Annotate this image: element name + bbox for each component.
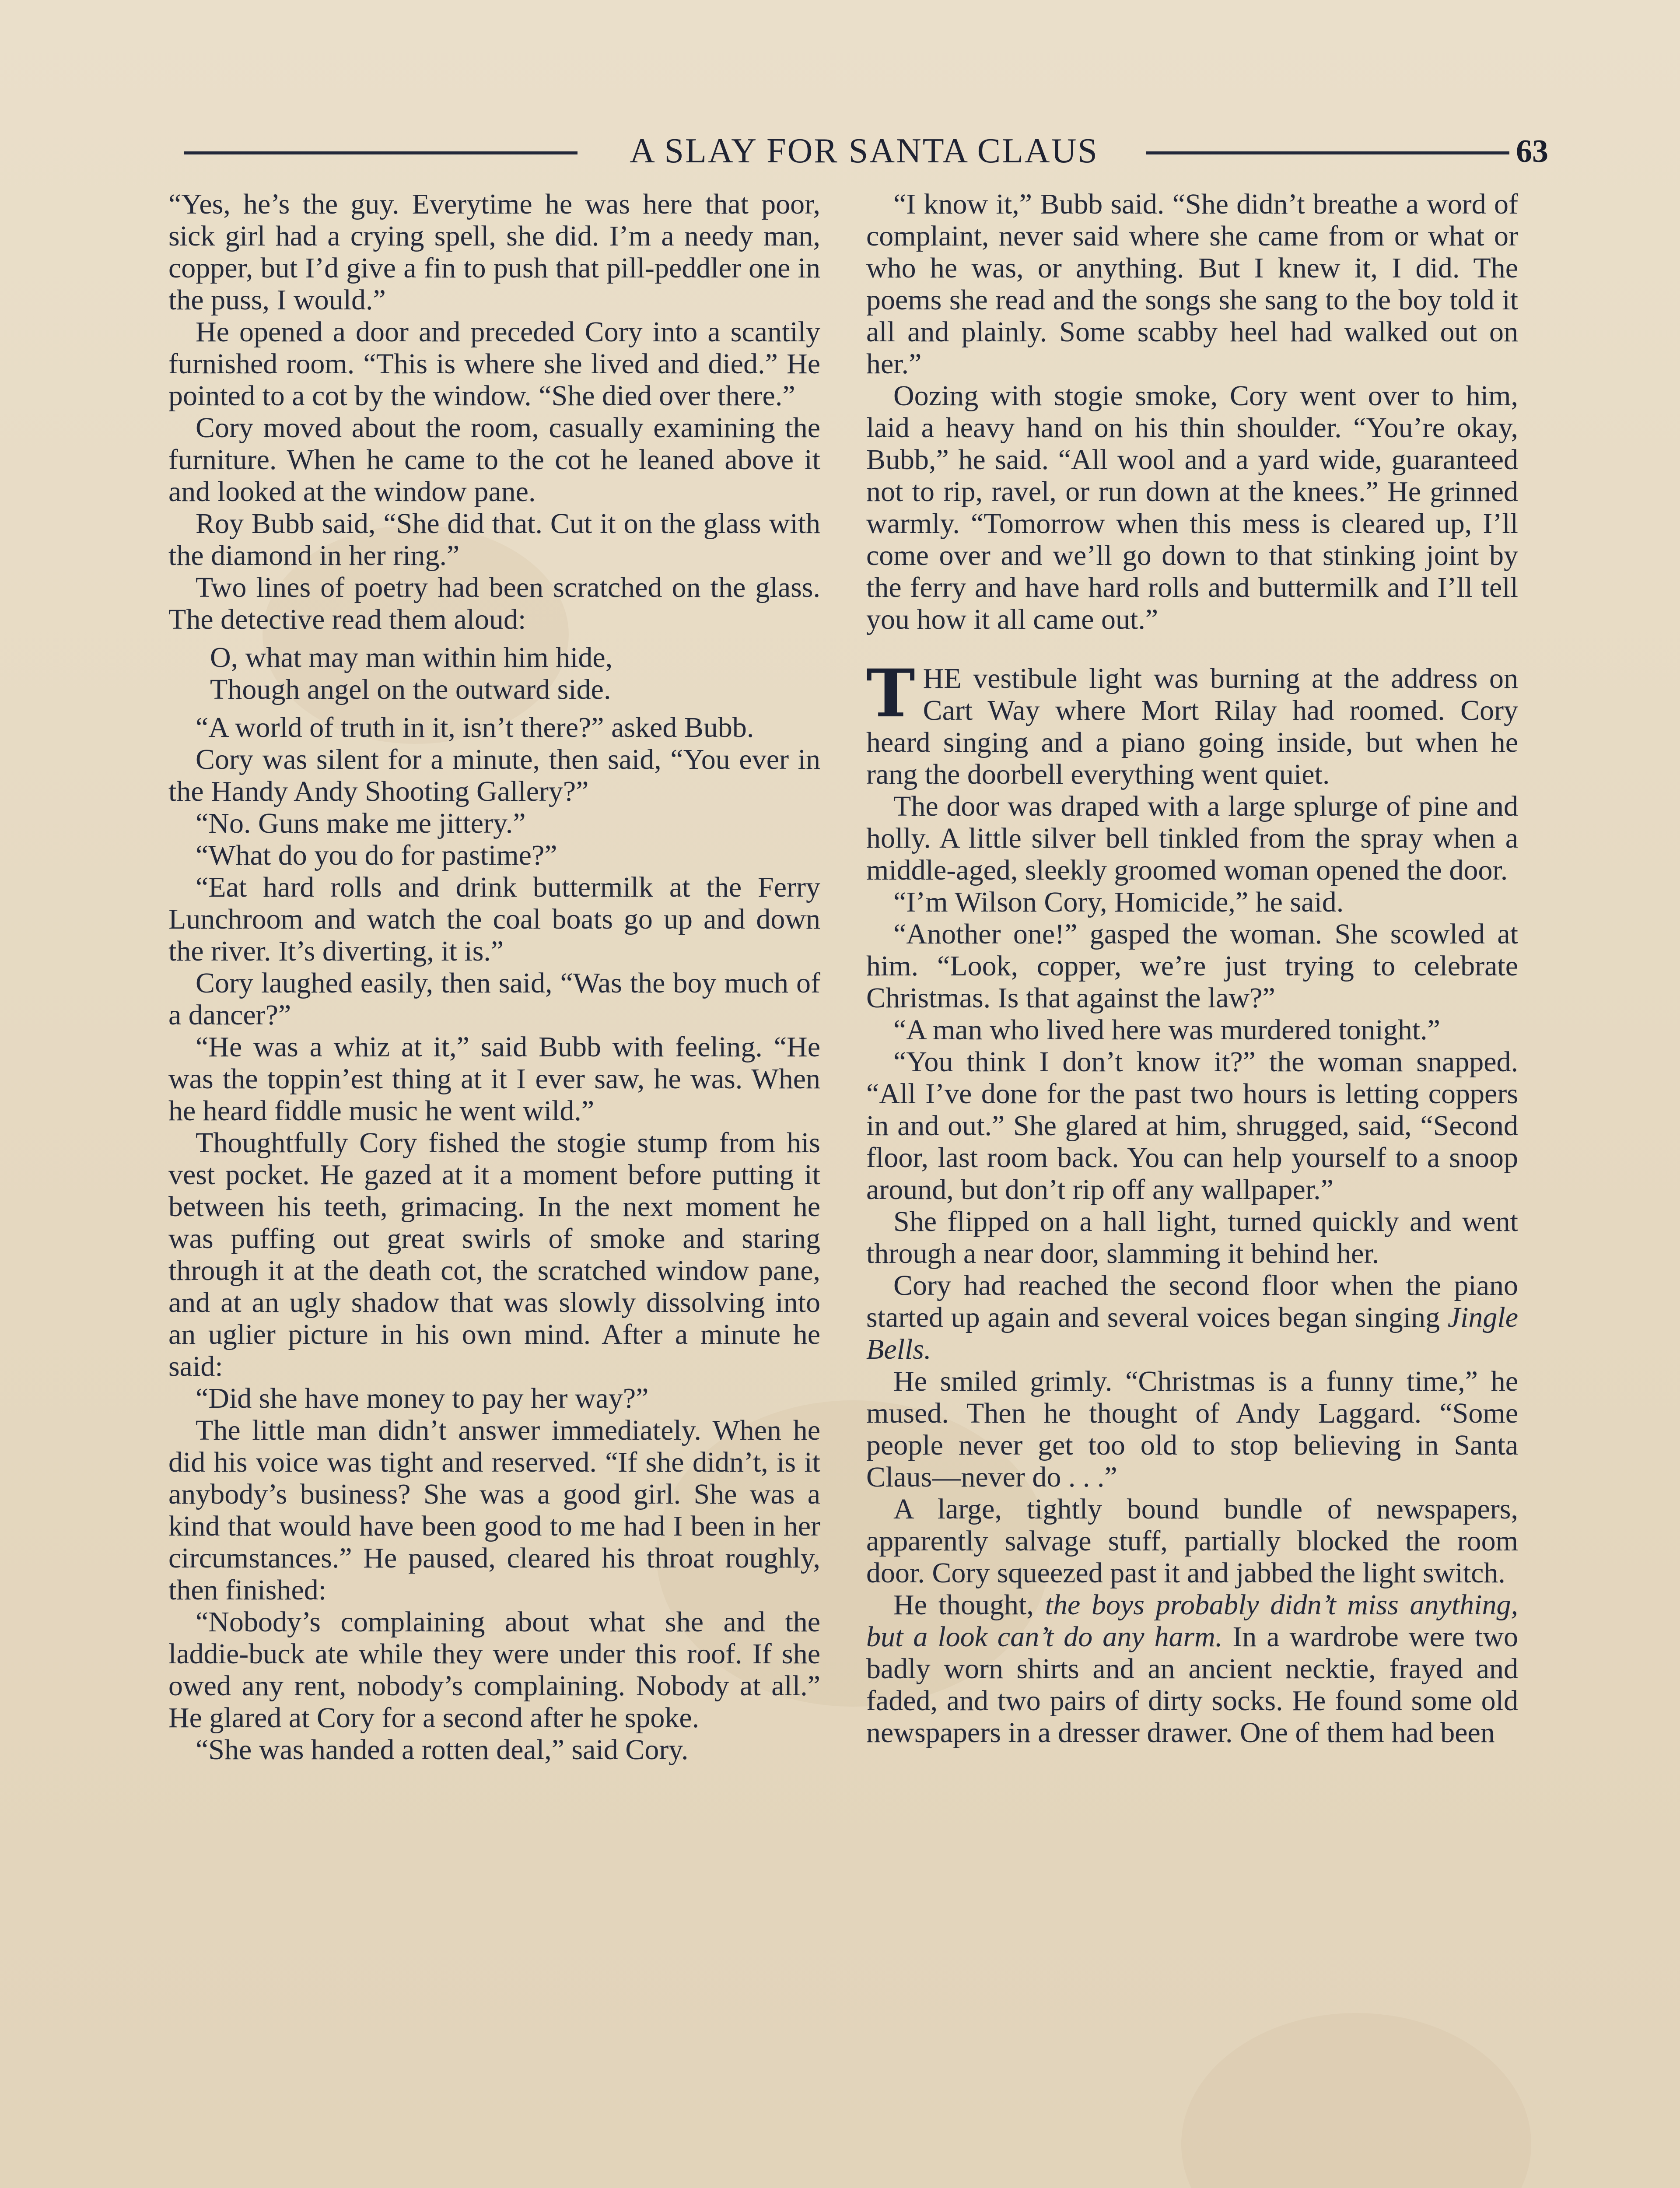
paragraph: He opened a door and preceded Cory into a scantily furnished room. “This is where she lived and died.” He pointed to a cot by the window. “She died over there.” bbox=[168, 316, 820, 412]
paragraph-text: Cory had reached the second floor when the piano started up again and several voices began singing bbox=[866, 1269, 1518, 1333]
paragraph: “I know it,” Bubb said. “She didn’t breathe a word of complaint, never said where she came from or what or who he was, or anything. But I knew it, I did. The poems she read and the songs she sang to the boy told it all and plainly. Some scabby heel had walked out on her.” bbox=[866, 188, 1518, 380]
paragraph: “Another one!” gasped the woman. She scowled at him. “Look, copper, we’re just trying to celebrate Christmas. Is that against the law?” bbox=[866, 918, 1518, 1014]
left-column bbox=[168, 188, 820, 1766]
paragraph: “She was handed a rotten deal,” said Cory. bbox=[196, 1734, 689, 1766]
paragraph-text: In a wardrobe were two badly worn shirts and an ancient necktie, frayed and faded, and two pairs of dirty socks. He found some old newspapers in a dresser drawer. One of them had been bbox=[866, 1621, 1518, 1749]
page-number: 63 bbox=[1516, 133, 1548, 169]
paragraph: “I’m Wilson Cory, Homicide,” he said. bbox=[893, 886, 1344, 918]
paragraph: “You think I don’t know it?” the woman snapped. “All I’ve done for the past two hours is letting coppers in and out.” She glared at him, shrugged, said, “Second floor, last room back. You can help yourself to a snoop around, but don’t rip off any wallpaper.” bbox=[866, 1046, 1518, 1206]
poem-line: Though angel on the outward side. bbox=[210, 673, 611, 705]
header-rule-right bbox=[1146, 151, 1509, 154]
paragraph: Cory was silent for a minute, then said, “You ever in the Handy Andy Shooting Gallery?” bbox=[168, 743, 820, 807]
paragraph: Roy Bubb said, “She did that. Cut it on the glass with the diamond in her ring.” bbox=[168, 508, 820, 572]
paragraph: Thoughtfully Cory fished the stogie stump from his vest pocket. He gazed at it a moment before putting it between his teeth, grimacing. In the next moment he was puffing out great swirls of smoke and staring through it at the death cot, the scratched window pane, and at an ugly shadow that was slowly dissolving into an uglier picture in his own mind. After a minute he said: bbox=[168, 1127, 820, 1382]
italic-thought: the boys probably didn’t miss anything, but a look can’t do any harm. bbox=[866, 1589, 1518, 1653]
paragraph: “A world of truth in it, isn’t there?” asked Bubb. bbox=[196, 712, 754, 743]
poem-line: O, what may man within him hide, bbox=[210, 642, 613, 673]
paragraph: “Did she have money to pay her way?” bbox=[196, 1382, 649, 1414]
paragraph: Cory moved about the room, casually examining the furniture. When he came to the cot he leaned above it and looked at the window pane. bbox=[168, 412, 820, 508]
section-opening-text: HE vestibule light was burning at the address on Cart Way where Mort Rilay had roomed. Cory heard singing and a piano going inside, but when he rang the doorbell everything went quiet. bbox=[866, 663, 1518, 790]
right-column bbox=[866, 188, 1518, 1749]
poem-on-window bbox=[168, 642, 820, 705]
paragraph: “A man who lived here was murdered tonight.” bbox=[893, 1014, 1440, 1046]
paper-stain bbox=[1181, 2013, 1531, 2188]
paragraph bbox=[866, 1589, 1518, 1749]
paragraph: “Yes, he’s the guy. Everytime he was here that poor, sick girl had a crying spell, she did. I’m a needy man, copper, but I’d give a fin to push that pill-peddler one in the puss, I would.” bbox=[168, 188, 820, 316]
running-header bbox=[184, 127, 1548, 175]
paragraph: He smiled grimly. “Christmas is a funny time,” he mused. Then he thought of Andy Laggard. “Some people never get too old to stop believing in Santa Claus—never do . . .” bbox=[866, 1365, 1518, 1493]
header-rule-left bbox=[184, 151, 578, 154]
section-opening-paragraph bbox=[866, 655, 1518, 790]
paragraph bbox=[866, 1269, 1518, 1365]
paragraph: She flipped on a hall light, turned quickly and went through a near door, slamming it behind her. bbox=[866, 1206, 1518, 1269]
paragraph: The little man didn’t answer immediately. When he did his voice was tight and reserved. “If she didn’t, is it anybody’s business? She was a good girl. She was a kind that would have been good to me had I been in her circumstances.” He paused, cleared his throat roughly, then finished: bbox=[168, 1414, 820, 1606]
song-title: Jingle Bells. bbox=[866, 1301, 1518, 1365]
drop-cap: T bbox=[866, 655, 915, 732]
section-break bbox=[866, 635, 1518, 663]
paragraph: “What do you do for pastime?” bbox=[196, 839, 557, 871]
paragraph: “Nobody’s complaining about what she and the laddie-buck ate while they were under this roof. If she owed any rent, nobody’s complaining. Nobody at all.” He glared at Cory for a second after he spoke. bbox=[168, 1606, 820, 1734]
paragraph: Cory laughed easily, then said, “Was the boy much of a dancer?” bbox=[168, 967, 820, 1031]
paragraph: “No. Guns make me jittery.” bbox=[196, 807, 526, 839]
paragraph: Two lines of poetry had been scratched on the glass. The detective read them aloud: bbox=[168, 572, 820, 635]
paragraph: A large, tightly bound bundle of newspapers, apparently salvage stuff, partially blocked the room door. Cory squeezed past it and jabbed the light switch. bbox=[866, 1493, 1518, 1589]
paragraph: “Eat hard rolls and drink buttermilk at the Ferry Lunchroom and watch the coal boats go up and down the river. It’s diverting, it is.” bbox=[168, 871, 820, 967]
running-title: A SLAY FOR SANTA CLAUS bbox=[630, 132, 1099, 170]
paragraph: Oozing with stogie smoke, Cory went over to him, laid a heavy hand on his thin shoulder. “You’re okay, Bubb,” he said. “All wool and a yard wide, guaranteed not to rip, ravel, or run down at the knees.” He grinned warmly. “Tomorrow when this mess is cleared up, I’ll come over and we’ll go down to that stinking joint by the ferry and have hard rolls and buttermilk and I’ll tell you how it all came out.” bbox=[866, 380, 1518, 635]
paragraph-text: He thought, bbox=[893, 1589, 1045, 1621]
paragraph: “He was a whiz at it,” said Bubb with feeling. “He was the toppin’est thing at it I ever saw, he was. When he heard fiddle music he went wild.” bbox=[168, 1031, 820, 1127]
paragraph: The door was draped with a large splurge of pine and holly. A little silver bell tinkled from the spray when a middle-aged, sleekly groomed woman opened the door. bbox=[866, 790, 1518, 886]
